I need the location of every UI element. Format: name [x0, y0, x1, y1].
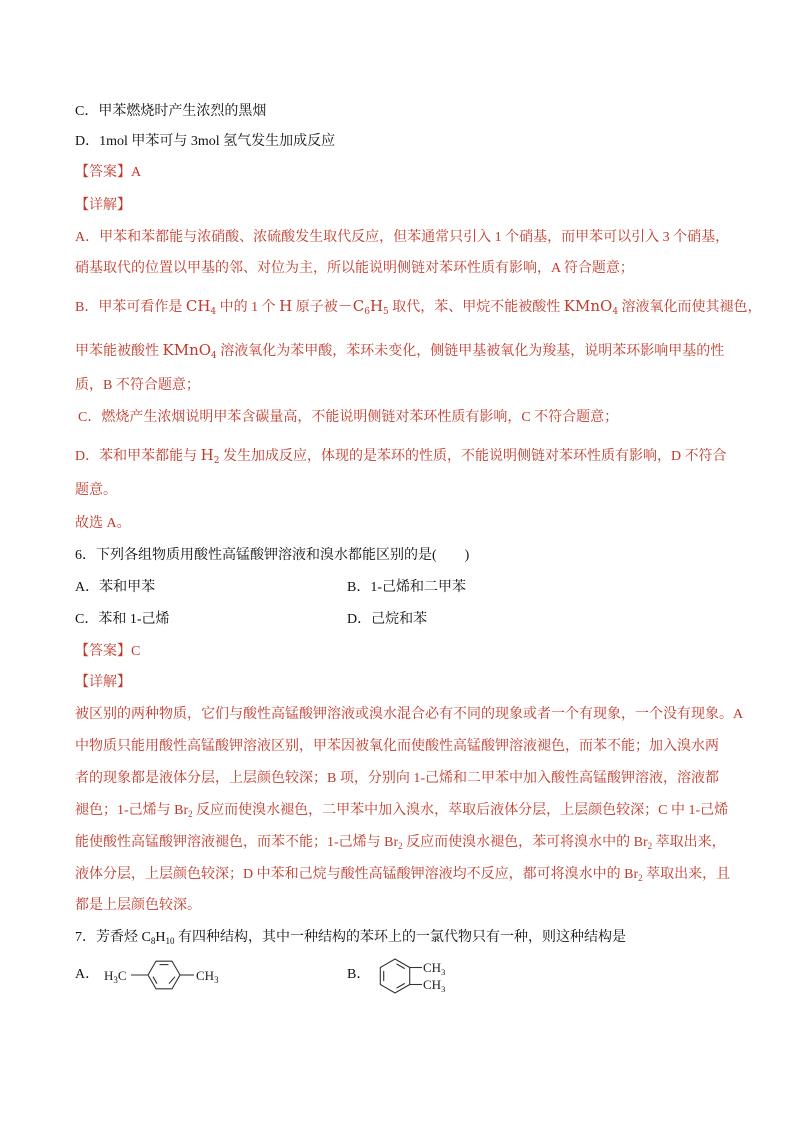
- q6-detail-label: 【详解】: [75, 675, 131, 690]
- formula-text: －C: [337, 297, 365, 315]
- formula-subscript: 2: [638, 873, 643, 883]
- formula-subscript: 2: [647, 841, 653, 851]
- structure-b-o-xylene: [370, 955, 460, 999]
- atom-subscript: 3: [441, 984, 446, 994]
- q5-detail-a-line2: 硝基取代的位置以甲基的邻、对位为主，所以能说明侧链对苯环性质有影响，A 符合题意；: [75, 261, 634, 276]
- q5-detail-c: C．燃烧产生浓烟说明甲苯含碳量高，不能说明侧链对苯环性质有影响，C 不符合题意；: [78, 410, 619, 425]
- text-segment: 萃取出来，且: [642, 867, 731, 882]
- text-segment: 褪色；1-己烯与 Br: [75, 803, 189, 818]
- double-bond-line: [169, 977, 175, 984]
- text-segment: 能使酸性高锰酸钾溶液褪色，而苯不能；1-己烯与 Br: [75, 835, 399, 850]
- q6-detail-line: [75, 866, 730, 884]
- formula-subscript: 4: [612, 307, 619, 317]
- formula-subscript: 6: [364, 307, 370, 317]
- text-segment: 发生加成反应，体现的是苯环的性质，不能说明侧链对苯环性质有影响，D 不符合: [219, 449, 727, 464]
- formula-subscript: 2: [398, 841, 403, 851]
- q5-option-c: C．甲苯燃烧时产生浓烈的黑烟: [75, 104, 267, 119]
- double-bond-line: [153, 977, 157, 984]
- q6-option-b: B．1-己烯和二甲苯: [347, 580, 466, 595]
- methyl-bottom-label: [423, 977, 445, 994]
- answer-label: 【答案】: [75, 165, 131, 180]
- q7-stem: [75, 929, 626, 947]
- formula-subscript: 4: [210, 307, 217, 317]
- text-segment: B．甲苯可看作是: [75, 300, 186, 315]
- q6-option-a: A．苯和甲苯: [75, 580, 156, 595]
- double-bond-line: [397, 964, 405, 969]
- answer-label: 【答案】: [75, 644, 131, 659]
- q6-option-d: D．己烷和苯: [347, 612, 428, 627]
- q5-detail-a-line1: A．甲苯和苯都能与浓硝酸、浓硫酸发生取代反应，但苯通常只引入 1 个硝基，而甲苯可以引入 3 个硝基，: [75, 230, 730, 245]
- formula-subscript: 8: [150, 936, 156, 946]
- atom-subscript: 3: [441, 967, 446, 977]
- text-segment: 液体分层，上层颜色较深；D 中苯和己烷与酸性高锰酸钾溶液均不反应，都可将溴水中的 Br: [75, 867, 639, 882]
- formula-subscript: 4: [211, 351, 217, 361]
- q6-answer-line: [75, 643, 140, 661]
- formula-subscript: 10: [165, 936, 175, 946]
- formula-text: H: [200, 446, 214, 464]
- atom-subscript: 3: [214, 975, 219, 985]
- answer-value: A: [131, 165, 142, 180]
- q6-detail-line: 中物质只能用酸性高锰酸钾溶液区别，甲苯因被氧化而使酸性高锰酸钾溶液褪色，而苯不能；加入溴水两: [75, 739, 719, 754]
- benzene-ring: [148, 961, 180, 989]
- q5-detail-d-line1: [75, 446, 727, 466]
- atom-text: CH: [423, 960, 442, 975]
- q6-detail-line: 都是上层颜色较深。: [75, 898, 201, 913]
- answer-value: C: [131, 644, 141, 659]
- q5-answer-line: [75, 164, 141, 182]
- double-bond-line: [397, 983, 405, 988]
- text-segment: 溶液氧化为苯甲酸，苯环未变化，侧链甲基被氧化为羧基，说明苯环影响甲基的性: [216, 344, 725, 359]
- q6-detail-line: [75, 802, 728, 820]
- q5-detail-d-line2: 题意。: [75, 483, 117, 498]
- structure-a-p-xylene: [100, 955, 230, 997]
- text-segment: 有四种结构，其中一种结构的苯环上的一氯代物只有一种，则这种结构是: [174, 930, 626, 945]
- formula-text: KMnO: [162, 341, 212, 359]
- q6-detail-line: 被区别的两种物质，它们与酸性高锰酸钾溶液或溴水混合必有不同的现象或者一个有现象，一个没有现象。A: [75, 707, 744, 722]
- formula-ch4: [186, 297, 216, 315]
- formula-c6h5: [338, 297, 389, 315]
- q5-detail-b-line2: [75, 341, 724, 361]
- formula-kmno4: [564, 297, 618, 315]
- methyl-right-label: [196, 968, 219, 985]
- q6-stem: 6．下列各组物质用酸性高锰酸钾溶液和溴水都能区别的是( ): [75, 548, 470, 563]
- q5-detail-label: 【详解】: [75, 198, 131, 213]
- q5-conclusion: 故选 A。: [75, 516, 131, 531]
- q6-detail-line: 者的现象都是液体分层，上层颜色较深；B 项，分别向 1-己烯和二甲苯中加入酸性高锰酸钾溶液，溶液都: [75, 771, 719, 786]
- text-segment: 原子被: [292, 300, 338, 315]
- atom-subscript: 3: [113, 975, 118, 985]
- q6-detail-line: [75, 834, 726, 852]
- formula-text: CH: [185, 297, 211, 315]
- atom-text: CH: [423, 977, 442, 992]
- text-segment: 反应而使溴水褪色，二甲苯中加入溴水，萃取后液体分层，上层颜色较深；C 中 1-己烯: [192, 803, 729, 818]
- atom-text: CH: [196, 968, 215, 983]
- formula-h2: [201, 446, 220, 464]
- formula-text: H: [369, 297, 384, 315]
- q7-option-b-label: B．: [347, 967, 371, 982]
- formula-subscript: 2: [213, 456, 220, 466]
- text-segment: 取代，苯、甲烷不能被酸性: [388, 300, 564, 315]
- methyl-top-label: [423, 960, 445, 977]
- text-segment: 反应而使溴水褪色，苯可将溴水中的 Br: [402, 835, 648, 850]
- atom-text: C: [117, 968, 127, 983]
- formula-kmno4: [163, 341, 217, 359]
- formula-subscript: 5: [383, 307, 389, 317]
- q7-option-a-label: A．: [75, 967, 100, 982]
- q6-option-c: C．苯和 1-己烯: [75, 612, 170, 627]
- benzene-ring: [380, 959, 409, 993]
- text-segment: 溶液氧化而使其褪色，: [618, 300, 762, 315]
- q5-detail-b-line1: [75, 297, 762, 317]
- formula-text: H: [155, 930, 166, 945]
- q5-detail-b-line3: 质，B 不符合题意；: [75, 378, 200, 393]
- atom-text: H: [104, 968, 114, 983]
- formula-subscript: 2: [188, 809, 193, 819]
- methyl-left-label: [104, 968, 127, 985]
- text-segment: 甲苯能被酸性: [75, 344, 163, 359]
- text-segment: 7．芳香烃 C: [75, 930, 151, 945]
- text-segment: 萃取出来，: [652, 835, 726, 850]
- text-segment: D．苯和甲苯都能与: [75, 449, 201, 464]
- formula-text: KMnO: [563, 297, 613, 315]
- formula-h: H: [279, 297, 293, 315]
- text-segment: 中的 1 个: [216, 300, 280, 315]
- q5-option-d: D．1mol 甲苯可与 3mol 氢气发生加成反应: [75, 134, 336, 149]
